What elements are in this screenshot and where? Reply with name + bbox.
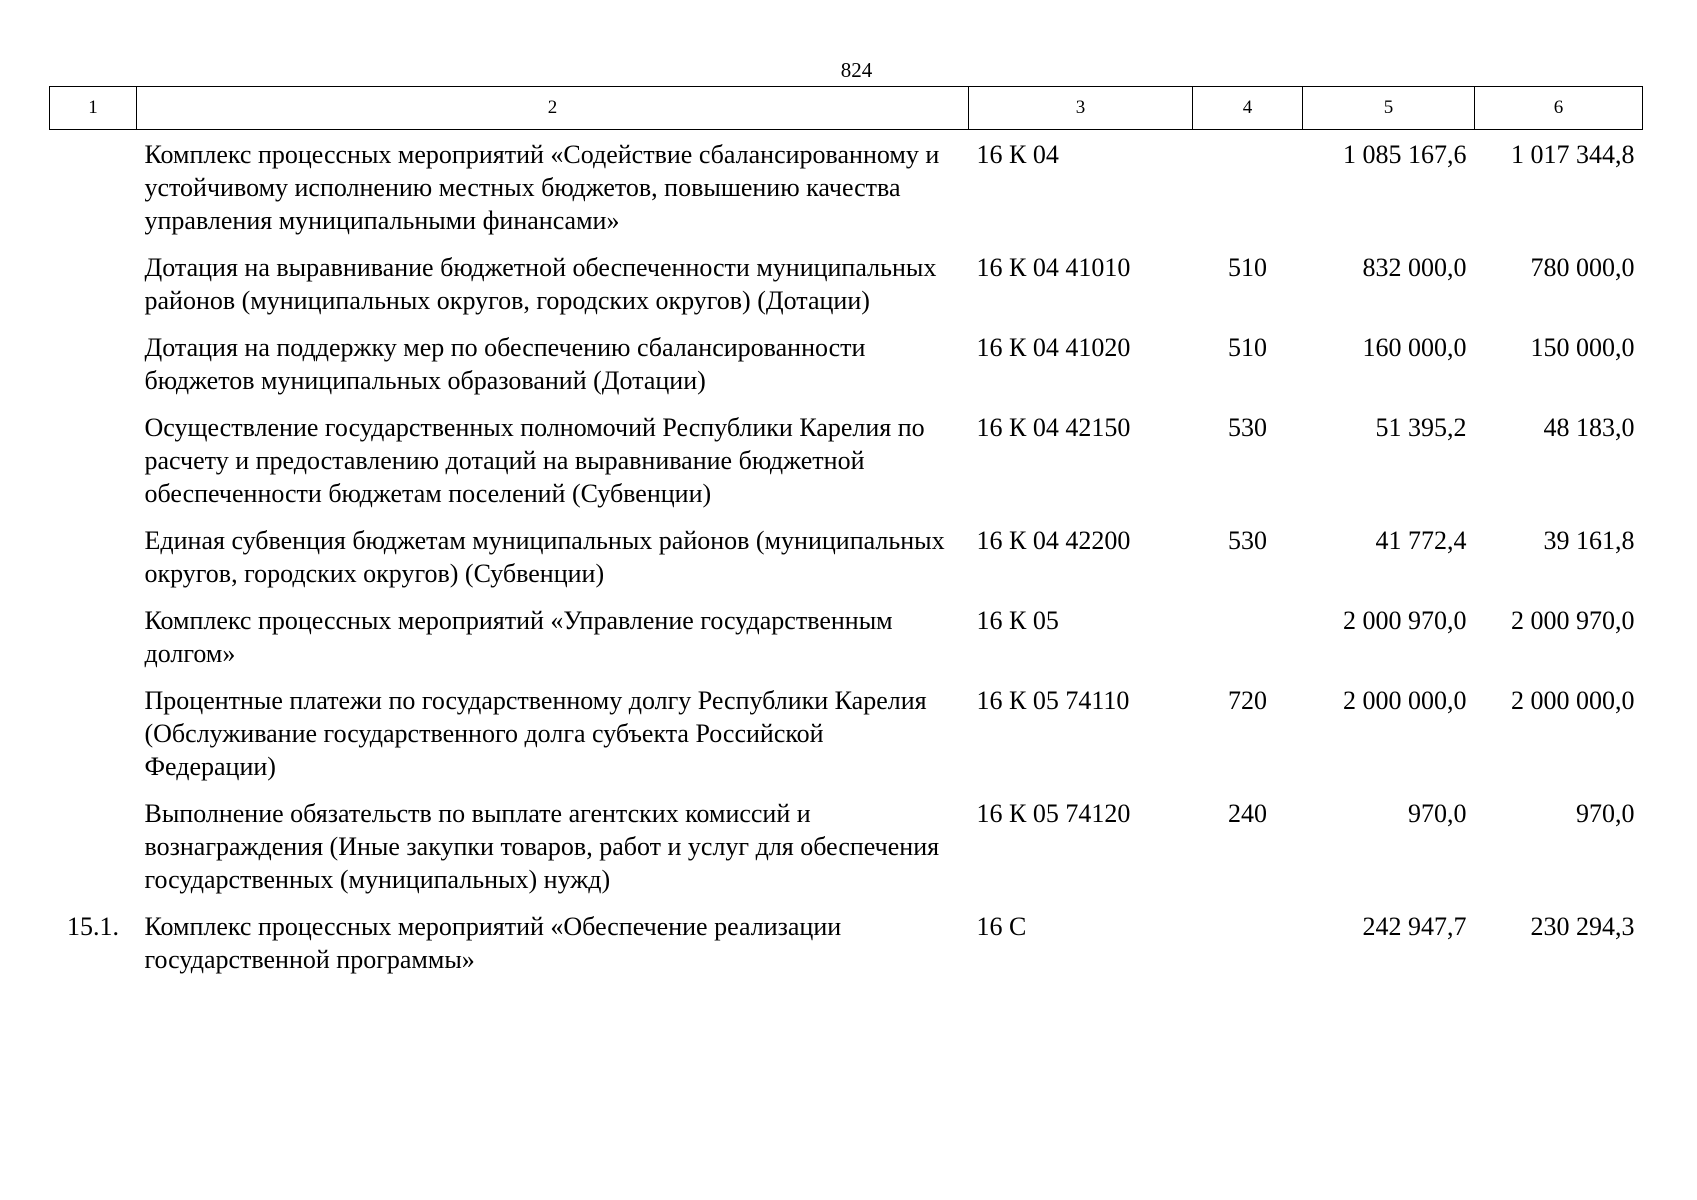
row-name: Процентные платежи по государственному долгу Республики Карелия (Обслуживание государственного долга субъекта Российской Федерации) (144, 686, 927, 781)
row-code: 16 К 05 74120 (976, 799, 1131, 828)
row-amount-col6: 48 183,0 (1543, 413, 1635, 442)
table-row (50, 411, 1643, 524)
table-row (50, 604, 1643, 684)
budget-table (49, 86, 1643, 990)
table-row (50, 684, 1643, 797)
row-code: 16 К 04 41020 (976, 333, 1131, 362)
row-number (50, 331, 137, 411)
row-amount-col5: 832 000,0 (1362, 253, 1467, 282)
row-code: 16 К 04 42200 (976, 526, 1131, 555)
row-expense-type (1193, 604, 1303, 684)
row-number (50, 797, 137, 910)
row-expense-type: 530 (1228, 413, 1267, 442)
row-code: 16 К 04 42150 (976, 413, 1131, 442)
row-code: 16 С (976, 912, 1027, 941)
table-row (50, 910, 1643, 990)
table-row (50, 524, 1643, 604)
table-header (50, 87, 1643, 130)
header-row (50, 87, 1643, 130)
row-amount-col6: 39 161,8 (1543, 526, 1635, 555)
row-amount-col5: 2 000 000,0 (1343, 686, 1467, 715)
header-col-5: 5 (1303, 87, 1475, 130)
page-number: 824 (840, 58, 873, 82)
row-amount-col6: 780 000,0 (1530, 253, 1635, 282)
row-expense-type: 240 (1228, 799, 1267, 828)
row-amount-col6: 2 000 000,0 (1511, 686, 1635, 715)
row-name: Комплекс процессных мероприятий «Обеспечение реализации государственной программы» (144, 912, 842, 974)
row-expense-type (1193, 130, 1303, 252)
row-amount-col5: 970,0 (1408, 799, 1467, 828)
table-body (50, 130, 1643, 991)
row-name: Единая субвенция бюджетам муниципальных районов (муниципальных округов, городских округов) (Субвенции) (144, 526, 945, 588)
header-col-3: 3 (969, 87, 1193, 130)
table-row (50, 130, 1643, 252)
row-expense-type: 720 (1228, 686, 1267, 715)
row-amount-col5: 41 772,4 (1375, 526, 1467, 555)
row-name: Комплекс процессных мероприятий «Содействие сбалансированному и устойчивому исполнению местных бюджетов, повышению качества управления муниципальными финансами» (144, 140, 940, 235)
row-amount-col6: 970,0 (1576, 799, 1635, 828)
row-name: Комплекс процессных мероприятий «Управление государственным долгом» (144, 606, 893, 668)
table-row (50, 251, 1643, 331)
row-name: Дотация на поддержку мер по обеспечению сбалансированности бюджетов муниципальных образований (Дотации) (144, 333, 866, 395)
row-code: 16 К 04 (976, 140, 1059, 169)
row-amount-col5: 1 085 167,6 (1343, 140, 1467, 169)
row-number (50, 684, 137, 797)
row-number (50, 411, 137, 524)
table-row (50, 331, 1643, 411)
row-code: 16 К 05 (976, 606, 1059, 635)
row-expense-type: 510 (1228, 333, 1267, 362)
row-amount-col5: 2 000 970,0 (1343, 606, 1467, 635)
row-name: Выполнение обязательств по выплате агентских комиссий и вознаграждения (Иные закупки товаров, работ и услуг для обеспечения государственных (муниципальных) нужд) (144, 799, 940, 894)
header-col-2: 2 (137, 87, 969, 130)
row-amount-col6: 230 294,3 (1530, 912, 1635, 941)
row-name: Дотация на выравнивание бюджетной обеспеченности муниципальных районов (муниципальных округов, городских округов) (Дотации) (144, 253, 937, 315)
row-amount-col5: 160 000,0 (1362, 333, 1467, 362)
row-number (50, 130, 137, 252)
row-number (50, 524, 137, 604)
row-expense-type: 510 (1228, 253, 1267, 282)
header-col-4: 4 (1193, 87, 1303, 130)
row-amount-col5: 51 395,2 (1375, 413, 1467, 442)
row-expense-type (1193, 910, 1303, 990)
table-row (50, 797, 1643, 910)
header-col-6: 6 (1475, 87, 1643, 130)
row-amount-col6: 1 017 344,8 (1511, 140, 1635, 169)
row-code: 16 К 04 41010 (976, 253, 1131, 282)
row-amount-col6: 150 000,0 (1530, 333, 1635, 362)
row-number (50, 251, 137, 331)
header-col-1: 1 (50, 87, 137, 130)
row-number (50, 604, 137, 684)
row-code: 16 К 05 74110 (976, 686, 1130, 715)
row-name: Осуществление государственных полномочий Республики Карелия по расчету и предоставлению дотаций на выравнивание бюджетной обеспеченности бюджетам поселений (Субвенции) (144, 413, 925, 508)
row-amount-col6: 2 000 970,0 (1511, 606, 1635, 635)
row-number: 15.1. (67, 912, 119, 941)
row-amount-col5: 242 947,7 (1362, 912, 1467, 941)
row-expense-type: 530 (1228, 526, 1267, 555)
